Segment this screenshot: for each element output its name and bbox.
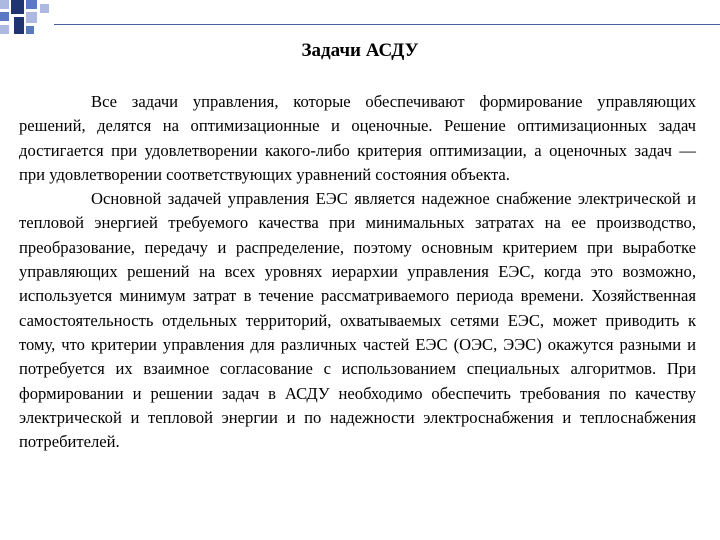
deco-square bbox=[14, 17, 24, 34]
deco-square bbox=[0, 25, 9, 34]
header-rule bbox=[54, 24, 720, 25]
deco-square bbox=[26, 26, 34, 34]
slide-title: Задачи АСДУ bbox=[301, 40, 419, 61]
deco-square bbox=[26, 12, 37, 23]
paragraph: Основной задачей управления ЕЭС является надежное снабжение электрической и тепловой энергией требуемого качества при минимальных затратах на ее производство, преобразование, передачу и распределение, поэтому основным критерием при выработке управляющих решений на всех уровнях иерархии управления ЕЭС, когда это возможно, используется минимум затрат в течение рассматриваемого периода времени. Хозяйственная самостоятельность отдельных территорий, охватываемых сетями ЕЭС, может приводить к тому, что критерии управления для различных частей ЕЭС (ОЭС, ЭЭС) окажутся разными и потребуется их взаимное согласование с использованием специальных алгоритмов. При формировании и решении задач в АСДУ необходимо обеспечить требования по качеству электрической и тепловой энергии и по надежности электроснабжения и теплоснабжения потребителей. bbox=[19, 189, 696, 452]
deco-square bbox=[0, 0, 9, 9]
deco-square bbox=[40, 4, 49, 13]
deco-square bbox=[11, 0, 24, 14]
deco-square bbox=[0, 12, 9, 21]
paragraph: Все задачи управления, которые обеспечивают формирование управляющих решений, делятся на оптимизационные и оценочные. Решение оптимизационных задач достигается при удовлетворении какого-либо критерия оптимизации, а оценочных задач — при удовлетворении соответствующих уравнений состояния объекта. bbox=[19, 92, 696, 184]
deco-square bbox=[26, 0, 37, 9]
slide-body bbox=[19, 90, 696, 454]
